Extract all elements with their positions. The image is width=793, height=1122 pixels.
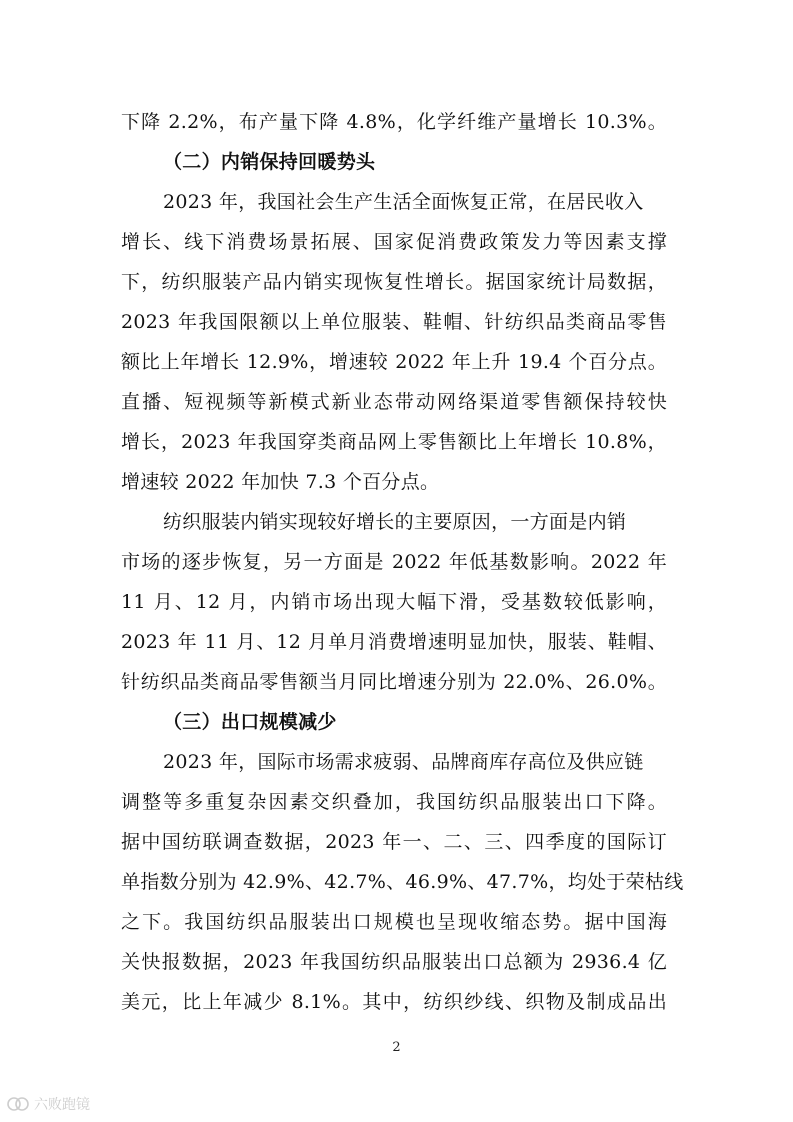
cc-logo-icon: [6, 1096, 30, 1112]
text-line: 据中国纺联调查数据，2023 年一、二、三、四季度的国际订: [121, 831, 667, 853]
text-line: 直播、短视频等新模式新业态带动网络渠道零售额保持较快: [121, 391, 667, 413]
paragraph-first-line: 2023 年，我国社会生产生活全面恢复正常，在居民收入: [163, 191, 644, 213]
text-line: 11 月、12 月，内销市场出现大幅下滑，受基数较低影响，: [121, 591, 667, 613]
watermark-text: 六败跑镜: [34, 1097, 90, 1113]
paragraph-first-line: 2023 年，国际市场需求疲弱、品牌商库存高位及供应链: [163, 751, 644, 773]
section-heading: （三）出口规模减少: [163, 711, 337, 733]
text-line: 调整等多重复杂因素交织叠加，我国纺织品服装出口下降。: [121, 791, 667, 813]
text-line: 单指数分别为 42.9%、42.7%、46.9%、47.7%，均处于荣枯线: [121, 871, 684, 893]
text-line: 下，纺织服装产品内销实现恢复性增长。据国家统计局数据，: [121, 271, 667, 293]
text-line: 关快报数据，2023 年我国纺织品服装出口总额为 2936.4 亿: [121, 951, 667, 973]
text-line: 增长、线下消费场景拓展、国家促消费政策发力等因素支撑: [121, 231, 667, 253]
text-line: 美元，比上年减少 8.1%。其中，纺织纱线、织物及制成品出: [121, 991, 667, 1013]
text-line: 针纺织品类商品零售额当月同比增速分别为 22.0%、26.0%。: [121, 671, 667, 693]
section-heading: （二）内销保持回暖势头: [163, 151, 376, 173]
watermark: [6, 1094, 90, 1114]
text-line: 之下。我国纺织品服装出口规模也呈现收缩态势。据中国海: [121, 911, 667, 933]
page-number: 2: [392, 1040, 401, 1055]
text-line: 2023 年我国限额以上单位服装、鞋帽、针纺织品类商品零售: [121, 311, 667, 333]
text-line: 增长，2023 年我国穿类商品网上零售额比上年增长 10.8%，: [121, 431, 667, 453]
text-line: 下降 2.2%，布产量下降 4.8%，化学纤维产量增长 10.3%。: [121, 111, 667, 133]
paragraph-first-line: 纺织服装内销实现较好增长的主要原因，一方面是内销: [163, 511, 627, 533]
text-line: 市场的逐步恢复，另一方面是 2022 年低基数影响。2022 年: [121, 551, 667, 573]
text-line: 增速较 2022 年加快 7.3 个百分点。: [121, 471, 440, 493]
text-line: 额比上年增长 12.9%，增速较 2022 年上升 19.4 个百分点。: [121, 351, 667, 373]
text-line: 2023 年 11 月、12 月单月消费增速明显加快，服装、鞋帽、: [121, 631, 667, 653]
